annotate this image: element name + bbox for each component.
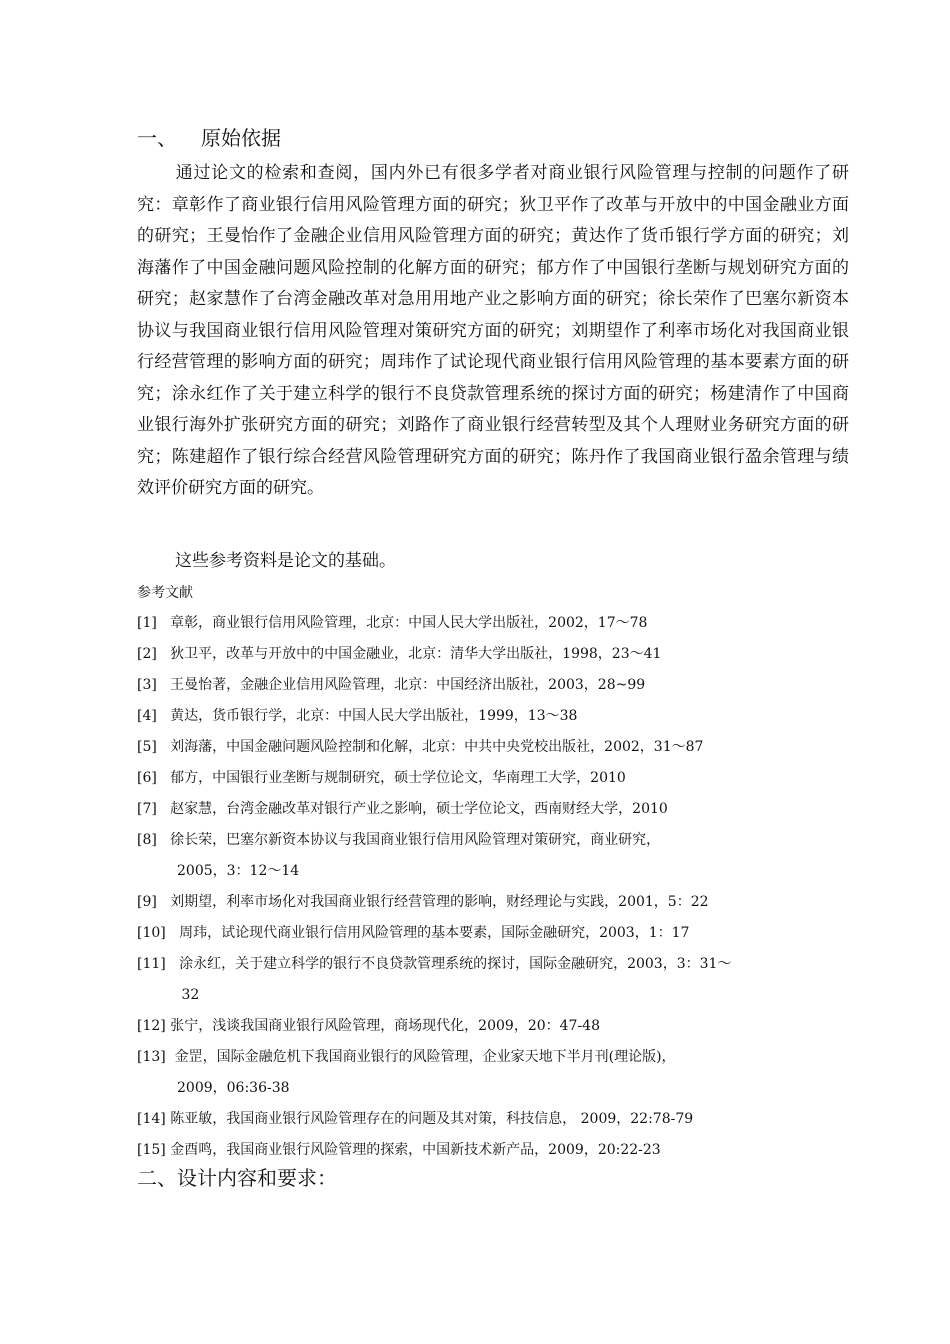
reference-text: [7] 赵家慧，台湾金融改革对银行产业之影响，硕士学位论文，西南财经大学，2010 [137,801,668,817]
reference-item [137,887,849,918]
reference-text: [11] 涂永红，关于建立科学的银行不良贷款管理系统的探讨，国际金融研究，2003，3：31～ [137,956,732,972]
reference-text: [1] 章彰，商业银行信用风险管理，北京：中国人民大学出版社，2002，17～78 [137,615,648,631]
reference-continuation: 2005，3：12～14 [177,863,300,879]
references-heading: 参考文献 [137,585,193,601]
references-list [137,608,849,1166]
reference-item [137,1042,849,1104]
reference-item [137,639,849,670]
reference-continuation: 32 [177,987,200,1003]
section-1-title: 原始依据 [201,126,281,150]
reference-continuation: 2009，06:36-38 [177,1080,290,1096]
reference-text: [10] 周玮，试论现代商业银行信用风险管理的基本要素，国际金融研究，2003，1：17 [137,925,690,941]
reference-item [137,949,849,1011]
reference-text: [8] 徐长荣，巴塞尔新资本协议与我国商业银行信用风险管理对策研究，商业研究， [137,832,661,848]
reference-item [137,1135,849,1166]
reference-item [137,763,849,794]
section-1-number: 一、 [137,126,177,150]
reference-text: [4] 黄达，货币银行学，北京：中国人民大学出版社，1999，13～38 [137,708,578,724]
reference-text: [6] 郁方，中国银行业垄断与规制研究，硕士学位论文，华南理工大学，2010 [137,770,626,786]
reference-item [137,608,849,639]
reference-item [137,670,849,701]
reference-text: [3] 王曼怡著，金融企业信用风险管理，北京：中国经济出版社，2003，28~99 [137,677,646,693]
section-1-closing: 这些参考资料是论文的基础。 [175,551,396,571]
reference-item [137,918,849,949]
reference-text: [12] 张宁，浅谈我国商业银行风险管理，商场现代化，2009，20：47-48 [137,1018,600,1034]
section-1-paragraph: 通过论文的检索和查阅，国内外已有很多学者对商业银行风险管理与控制的问题作了研究：章彰作了商业银行信用风险管理方面的研究；狄卫平作了改革与开放中的中国金融业方面的研究；王曼怡作了金融企业信用风险管理方面的研究；黄达作了货币银行学方面的研究；刘海藩作了中国金融问题风险控制的化解方面的研究；郁方作了中国银行垄断与规划研究方面的研究；赵家慧作了台湾金融改革对急用用地产业之影响方面的研究；徐长荣作了巴塞尔新资本协议与我国商业银行信用风险管理对策研究方面的研究；刘期望作了利率市场化对我国商业银行经营管理的影响方面的研究；周玮作了试论现代商业银行信用风险管理的基本要素方面的研究；涂永红作了关于建立科学的银行不良贷款管理系统的探讨方面的研究；杨建清作了中国商业银行海外扩张研究方面的研究；刘路作了商业银行经营转型及其个人理财业务研究方面的研究；陈建超作了银行综合经营风险管理研究方面的研究；陈丹作了我国商业银行盈余管理与绩效评价研究方面的研究。 [137,163,849,498]
reference-item [137,794,849,825]
reference-item [137,732,849,763]
reference-text: [5] 刘海藩，中国金融问题风险控制和化解，北京：中共中央党校出版社，2002，31～87 [137,739,704,755]
section-1-heading [137,124,281,152]
reference-text: [2] 狄卫平，改革与开放中的中国金融业，北京：清华大学出版社，1998，23～41 [137,646,662,662]
reference-item [137,701,849,732]
reference-text: [14] 陈亚敏，我国商业银行风险管理存在的问题及其对策，科技信息， 2009，22:78-79 [137,1111,694,1127]
reference-text: [15] 金酉鸣，我国商业银行风险管理的探索，中国新技术新产品，2009，20:22-23 [137,1142,661,1158]
reference-item [137,1011,849,1042]
reference-text: [13] 金罡，国际金融危机下我国商业银行的风险管理，企业家天地下半月刊(理论版)， [137,1049,676,1065]
reference-item [137,825,849,887]
section-2-heading: 二、设计内容和要求： [137,1166,337,1190]
reference-text: [9] 刘期望，利率市场化对我国商业银行经营管理的影响，财经理论与实践，2001，5：22 [137,894,709,910]
reference-item [137,1104,849,1135]
